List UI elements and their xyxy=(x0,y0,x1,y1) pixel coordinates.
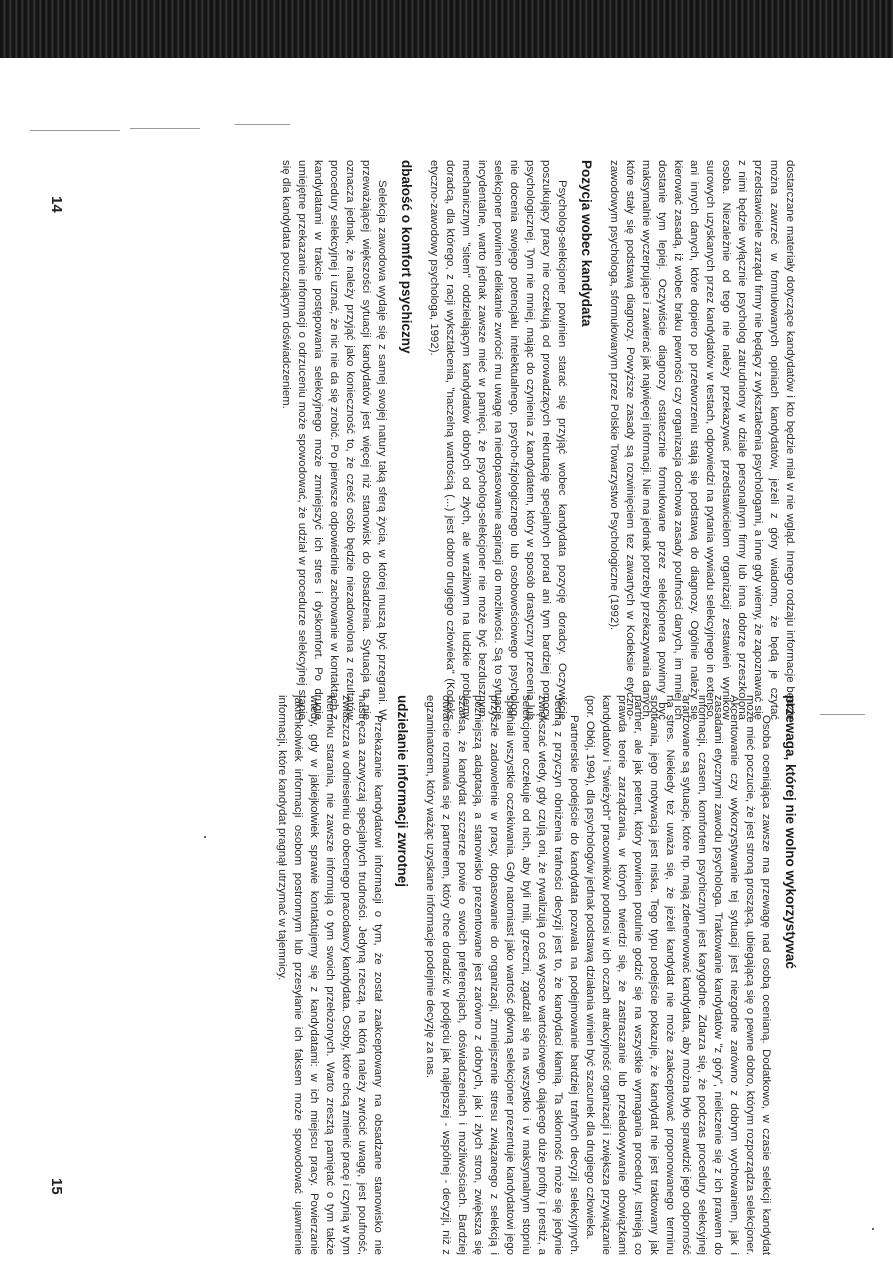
left-page-column xyxy=(278,160,798,720)
paragraph-informacja: Przekazanie kandydatowi informacji o tym, że został zaakceptowany na obsadzane stanowisko nie nastręcza zazwyczaj specjalnych trudności. Jedyną rzeczą, na którą należy zwrócić uwagę, jest poufność, zwłaszcza w odniesieniu do obecnego pracodawcy kandydata. Osoby, które chcą zmienić pracę i czynią w tym kierunku starania, nie zawsze informują o tym swoich przełożonych. Warto zresztą pamiętać o tym także wtedy, gdy w jakiejkolwiek sprawie kontaktujemy się z kandydatami: w ich miejscu pracy. Powierzanie jakichkolwiek informacji osobom postronnym lub przesyłanie ich faksem może spowodować ujawnienie informacji, które kandydat pragnął utrzymać w tajemnicy. xyxy=(276,695,384,1255)
intro-paragraph: dostarczane materiały dotyczące kandydatów i kto będzie miał w nie wgląd. Innego rodzaju informacje będzie można zawrzeć w formułowanych opiniach kandydatów, jeżeli z góry wiadomo, że będą je czytać przedstawiciele zarządu firmy nie będący z wykształcenia psychologami, a inne gdy wiemy, że zapoznawać się z nimi będzie wyłącznie psycholog zatrudniony w dziale personalnym firmy lub inna dobrze przeszkolona osoba. Niezależnie od tego nie należy przekazywać przedstawicielom organizacji zestawień wyników surowych uzyskanych przez kandydatów w testach, odpowiedzi na pytania wywiadu selekcyjnego in extenso, ani innych danych, które dopiero po przetworzeniu stają się podstawą do diagnozy. Ogólnie należy się kierować zasadą, iż wobec braku pewności czy organizacja dochowa zasady poufności danych, im mniej ich dostanie tym lepiej. Oczywiście diagnozy ostatecznie formułowane przez selekcjonera powinny być maksymalnie wyczerpujące i zawierać jak najwięcej informacji. Nie ma jednak potrzeby przekazywania danych, które stały się podstawą diagnozy. Powyższe zasady są rozwinięciem tez zawartych w Kodeksie etyczno-zawodowym psychologa, sformułowanym przez Polskie Towarzystwo Psychologiczne (1992). xyxy=(608,160,796,720)
paragraph-przewaga-1: Osoba oceniająca zawsze ma przewagę nad osobą ocenianą. Dodatkowo, w czasie selekcji kandydat może mieć poczucie, że jest stroną proszącą, ubiegającą się o pewne dobro, którym rozporządza selekcjoner. Akcentowanie czy wykorzystywanie tej sytuacji jest niezgodne zarówno z dobrym wychowaniem, jak i zasadami etycznymi zawodu psychologa. Traktowanie kandydatów "z góry", nieliczenie się z ich prawem do informacji, czasem, komfortem psychicznym jest karygodne. Zdarza się, że podczas procedury selekcyjnej aranżowane są sytuacje, które np. mają zdenerwować kandydata, aby można było sprawdzić jego odporność na stres. Niekiedy też uważa się, że jeżeli kandydat nie może zaakceptować proponowanego terminu spotkania, jego motywacja jest niska. Tego typu podejście pokazuje, że kandydat nie jest traktowany jak partner, ale jak petent, który powinien potulnie godzić się na wszystkie wymagania procedury. Istnieją co prawda teorie zarządzania, w których twierdzi się, że zastraszanie lub przeładowywanie obowiązkami kandydatów i "świeżych" pracowników podnosi w ich oczach atrakcyjność organizacji i zwiększa przywiązanie (por. Obłój, 1994), dla psychologów jednak podstawą działania winien być szacunek dla drugiego człowieka. xyxy=(584,695,772,1255)
section-heading-przewaga: przewaga, której nie wolno wykorzystywać xyxy=(783,695,798,969)
paragraph-komfort: Selekcja zawodowa wydaje się z samej swojej natury taką sferą życia, w której muszą być przegrani. W przeważającej większości sytuacji kandydatów jest więcej niż stanowisk do obsadzenia. Sytuacja ta nie oznacza jednak, że należy przyjąć jako konieczność to, że cześć osób będzie niezadowolona z rezultatów procedury selekcyjnej i uznać, że nic nie da się zrobić. Po pierwsze odpowiednie zachowanie w kontaktach z kandydatami w trakcie postępowania selekcyjnego może zmniejszyć ich stres i dyskomfort. Po drugie umiejętne przekazanie informacji o odrzuceniu może spowodować, że udział w procedurze selekcyjnej stanie się dla kandydata pouczającym doświadczeniem. xyxy=(280,160,388,720)
section-heading-komfort: dbałość o komfort psychiczny xyxy=(399,160,414,354)
right-page-column xyxy=(274,695,798,1255)
page-number-left: 14 xyxy=(48,196,65,213)
paragraph-pozycja: Psycholog-selekcjoner powinien starać się przyjąć wobec kandydata pozycję doradcy. Oczywiście poszukujący pracy nie oczekują od prowadzących rekrutację specjalnych porad ani tym bardziej pomocy psychologicznej. Tym nie mniej, mając do czynienia z kandydatem, który w sposób drastyczny przecenia lub nie docenia swojego potencjału intelektualnego, psycho-fizjologicznego lub osobowościowego psycholog-selekcjoner powinien delikatnie zwrócić mu uwagę na niedopasowanie aspiracji do możliwości. Są to sytuacje incydentalne, warto jednak zawsze mieć w pamięci, że psycholog-selekcjoner nie może być bezdusznym, mechanicznym "sitem" oddzielającym kandydatów dobrych od złych, ale wrażliwym na ludzkie problemy doradcą, dla którego, z racji wykształcenia, "naczelną wartością (...) jest dobro drugiego człowieka" (Kodeks etyczno-zawodowy psychologa, 1992). xyxy=(428,160,568,720)
paragraph-przewaga-2: Partnerskie podejście do kandydata pozwala na podejmowanie bardziej trafnych decyzji selekcyjnych. Jedną z przyczyn obniżenia trafności decyzji jest to, że kandydaci kłamią. Ta skłonność może się jedynie zwiększać wtedy, gdy czują oni, że rywalizują o coś wysoce wartościowego, dającego duże profity i prestiż, a selekcjoner oczekuje od nich, aby byli mili, grzeczni, zgadzali się na wszystko i w maksymalnym stopniu spełniali wszystkie oczekiwania. Gdy natomiast jako wartość główną selekcjoner prezentuje kandydatowi jego przyszłe zadowolenie w pracy, dopasowanie do organizacji, zmniejszenie stresu związanego z selekcją i późniejszą adaptacją, a stanowisko prezentowane jest zarówno z dobrych, jak i złych stron, zwiększa się szansa, że kandydat szczerze powie o swoich preferencjach, doświadczeniach i możliwościach. Bardziej otwarcie rozmawia się z partnerem, który chce doradzić w podjęciu jak najlepszej - wspólnej - decyzji, niż z egzaminatorem, który ważąc uzyskane informacje podejmie decyzję za nas. xyxy=(424,695,580,1255)
section-heading-informacja: udzielanie informacji zwrotnej xyxy=(395,695,410,888)
page-number-right: 15 xyxy=(48,1178,65,1195)
section-heading-pozycja: Pozycja wobec kandydata xyxy=(579,160,594,327)
